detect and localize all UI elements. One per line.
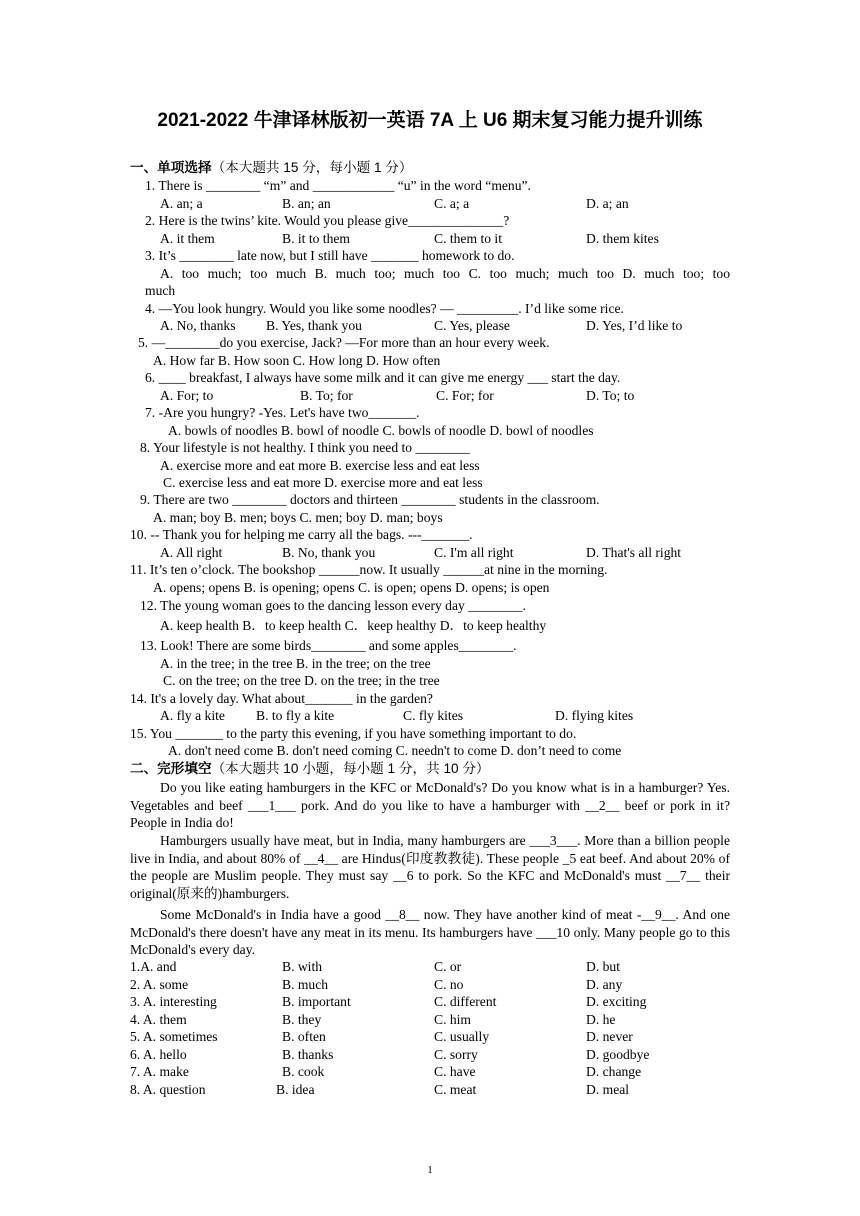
- cloze-3-option-d: D. exciting: [586, 994, 647, 1009]
- cloze-7-option-c: C. have: [434, 1064, 476, 1079]
- cloze-7-option-d: D. change: [586, 1064, 642, 1079]
- q4-option-b: B. Yes, thank you: [266, 318, 362, 333]
- q2-option-c: C. them to it: [434, 231, 502, 246]
- cloze-6-option-c: C. sorry: [434, 1047, 478, 1062]
- q14-option-d: D. flying kites: [555, 708, 634, 723]
- cloze-8-option-a: 8. A. question: [130, 1082, 206, 1097]
- cloze-1-option-c: C. or: [434, 959, 462, 974]
- q8-options-row-2: C. exercise less and eat more D. exercise more and eat less: [163, 475, 483, 490]
- page-number: 1: [427, 1164, 433, 1176]
- q10-option-d: D. That's all right: [586, 545, 682, 560]
- cloze-6-option-d: D. goodbye: [586, 1047, 650, 1062]
- section2-heading: 二、完形填空: [130, 761, 212, 776]
- q14-option-c: C. fly kites: [403, 708, 464, 723]
- cloze-2-option-d: D. any: [586, 977, 623, 992]
- section1-header: [130, 160, 412, 176]
- cloze-8-option-c: C. meat: [434, 1082, 477, 1097]
- cloze-3-option-a: 3. A. interesting: [130, 994, 217, 1009]
- q1-option-c: C. a; a: [434, 196, 470, 211]
- q2-option-d: D. them kites: [586, 231, 659, 246]
- cloze-4-option-c: C. him: [434, 1012, 472, 1027]
- cloze-6-option-a: 6. A. hello: [130, 1047, 187, 1062]
- section1-note: （本大题共 15 分，每小题 1 分）: [211, 160, 413, 175]
- question-10: 10. -- Thank you for helping me carry all the bags. ---_______.: [130, 527, 473, 542]
- q14-option-a: A. fly a kite: [160, 708, 225, 723]
- q5-options: A. How far B. How soon C. How long D. How often: [153, 353, 441, 368]
- q15-options: A. don't need come B. don't need coming C. needn't to come D. don’t need to come: [168, 743, 622, 758]
- cloze-5-option-b: B. often: [282, 1029, 326, 1044]
- q6-option-d: D. To; to: [586, 388, 635, 403]
- question-12: 12. The young woman goes to the dancing lesson every day ________.: [140, 598, 526, 613]
- cloze-5-option-d: D. never: [586, 1029, 633, 1044]
- question-9: 9. There are two ________ doctors and thirteen ________ students in the classroom.: [140, 492, 600, 507]
- page-title: 2021-2022 牛津译林版初一英语 7A 上 U6 期末复习能力提升训练: [157, 110, 703, 131]
- question-6: 6. ____ breakfast, I always have some milk and it can give me energy ___ start the day.: [145, 370, 621, 385]
- cloze-6-option-b: B. thanks: [282, 1047, 334, 1062]
- q10-option-a: A. All right: [160, 545, 223, 560]
- cloze-8-option-b: B. idea: [276, 1082, 315, 1097]
- q1-option-b: B. an; an: [282, 196, 331, 211]
- cloze-2-option-a: 2. A. some: [130, 977, 189, 992]
- cloze-5-option-a: 5. A. sometimes: [130, 1029, 218, 1044]
- q4-option-c: C. Yes, please: [434, 318, 510, 333]
- passage-paragraph-2: Hamburgers usually have meat, but in India, many hamburgers are ___3___. More than a billion people live in India, and about 80% of __4__ are Hindus(印度教教徒). These people _5 eat beef. And about 20% of the people are Muslim people. They must say __6 to pork. So the KFC and McDonald's must __7__ their original(原来的)hamburgers.: [130, 833, 730, 901]
- q2-option-a: A. it them: [160, 231, 215, 246]
- q14-option-b: B. to fly a kite: [256, 708, 335, 723]
- q9-options: A. man; boy B. men; boys C. men; boy D. man; boys: [153, 510, 443, 525]
- cloze-4-option-a: 4. A. them: [130, 1012, 187, 1027]
- question-7: 7. -Are you hungry? -Yes. Let's have two_______.: [145, 405, 420, 420]
- q6-option-c: C. For; for: [436, 388, 494, 403]
- cloze-3-option-c: C. different: [434, 994, 497, 1009]
- q3-options: A. too much; too much B. much too; much too C. too much; much too D. much too; too: [160, 266, 730, 281]
- q7-options: A. bowls of noodles B. bowl of noodle C. bowls of noodle D. bowl of noodles: [168, 423, 594, 438]
- q13-options-row-1: A. in the tree; in the tree B. in the tree; on the tree: [160, 656, 431, 671]
- q1-option-a: A. an; a: [160, 196, 203, 211]
- q1-option-d: D. a; an: [586, 196, 629, 211]
- question-15: 15. You _______ to the party this evening, if you have something important to do.: [130, 726, 577, 741]
- cloze-2-option-b: B. much: [282, 977, 329, 992]
- q11-options: A. opens; opens B. is opening; opens C. is open; opens D. opens; is open: [153, 580, 550, 595]
- section2-note: （本大题共 10 小题，每小题 1 分，共 10 分）: [211, 761, 490, 776]
- question-13: 13. Look! There are some birds________ and some apples________.: [140, 638, 517, 653]
- question-14: 14. It's a lovely day. What about_______ in the garden?: [130, 691, 433, 706]
- q10-option-c: C. I'm all right: [434, 545, 514, 560]
- section1-heading: 一、单项选择: [130, 160, 212, 175]
- q6-option-b: B. To; for: [300, 388, 353, 403]
- q2-option-b: B. it to them: [282, 231, 350, 246]
- question-4: 4. —You look hungry. Would you like some noodles? — _________. I’d like some rice.: [145, 301, 624, 316]
- cloze-7-option-b: B. cook: [282, 1064, 325, 1079]
- question-11: 11. It’s ten o’clock. The bookshop ______now. It usually ______at nine in the morning.: [130, 562, 608, 577]
- cloze-1-option-a: 1.A. and: [130, 959, 177, 974]
- question-2: 2. Here is the twins’ kite. Would you please give______________?: [145, 213, 510, 228]
- passage-paragraph-1: Do you like eating hamburgers in the KFC or McDonald's? Do you know what is in a hamburger? Yes. Vegetables and beef ___1___ pork. And do you like to have a hamburger with __2__ beef or pork in it? People in India do!: [130, 780, 730, 830]
- cloze-1-option-b: B. with: [282, 959, 323, 974]
- q13-options-row-2: C. on the tree; on the tree D. on the tree; in the tree: [163, 673, 440, 688]
- question-5: 5. —________do you exercise, Jack? —For more than an hour every week.: [138, 335, 550, 350]
- cloze-5-option-c: C. usually: [434, 1029, 490, 1044]
- q3-options-wrap: much: [145, 283, 176, 298]
- cloze-2-option-c: C. no: [434, 977, 464, 992]
- passage-paragraph-3: Some McDonald's in India have a good __8__ now. They have another kind of meat -__9__. And one McDonald's there doesn't have any meat in its menu. Its hamburgers have ___10 only. Many people go to this McDonald's every day.: [130, 907, 730, 957]
- cloze-4-option-d: D. he: [586, 1012, 616, 1027]
- cloze-8-option-d: D. meal: [586, 1082, 630, 1097]
- cloze-7-option-a: 7. A. make: [130, 1064, 189, 1079]
- question-3: 3. It’s ________ late now, but I still have _______ homework to do.: [145, 248, 515, 263]
- question-1: 1. There is ________ “m” and ____________ “u” in the word “menu”.: [145, 178, 531, 193]
- q4-option-d: D. Yes, I’d like to: [586, 318, 683, 333]
- q8-options-row-1: A. exercise more and eat more B. exercise less and eat less: [160, 458, 480, 473]
- section2-header: [130, 761, 490, 777]
- q10-option-b: B. No, thank you: [282, 545, 376, 560]
- cloze-1-option-d: D. but: [586, 959, 620, 974]
- q6-option-a: A. For; to: [160, 388, 214, 403]
- question-8: 8. Your lifestyle is not healthy. I think you need to ________: [140, 440, 470, 455]
- q12-options: A. keep health B．to keep health C．keep healthy D．to keep healthy: [160, 618, 547, 633]
- q4-option-a: A. No, thanks: [160, 318, 236, 333]
- cloze-4-option-b: B. they: [282, 1012, 322, 1027]
- cloze-3-option-b: B. important: [282, 994, 351, 1009]
